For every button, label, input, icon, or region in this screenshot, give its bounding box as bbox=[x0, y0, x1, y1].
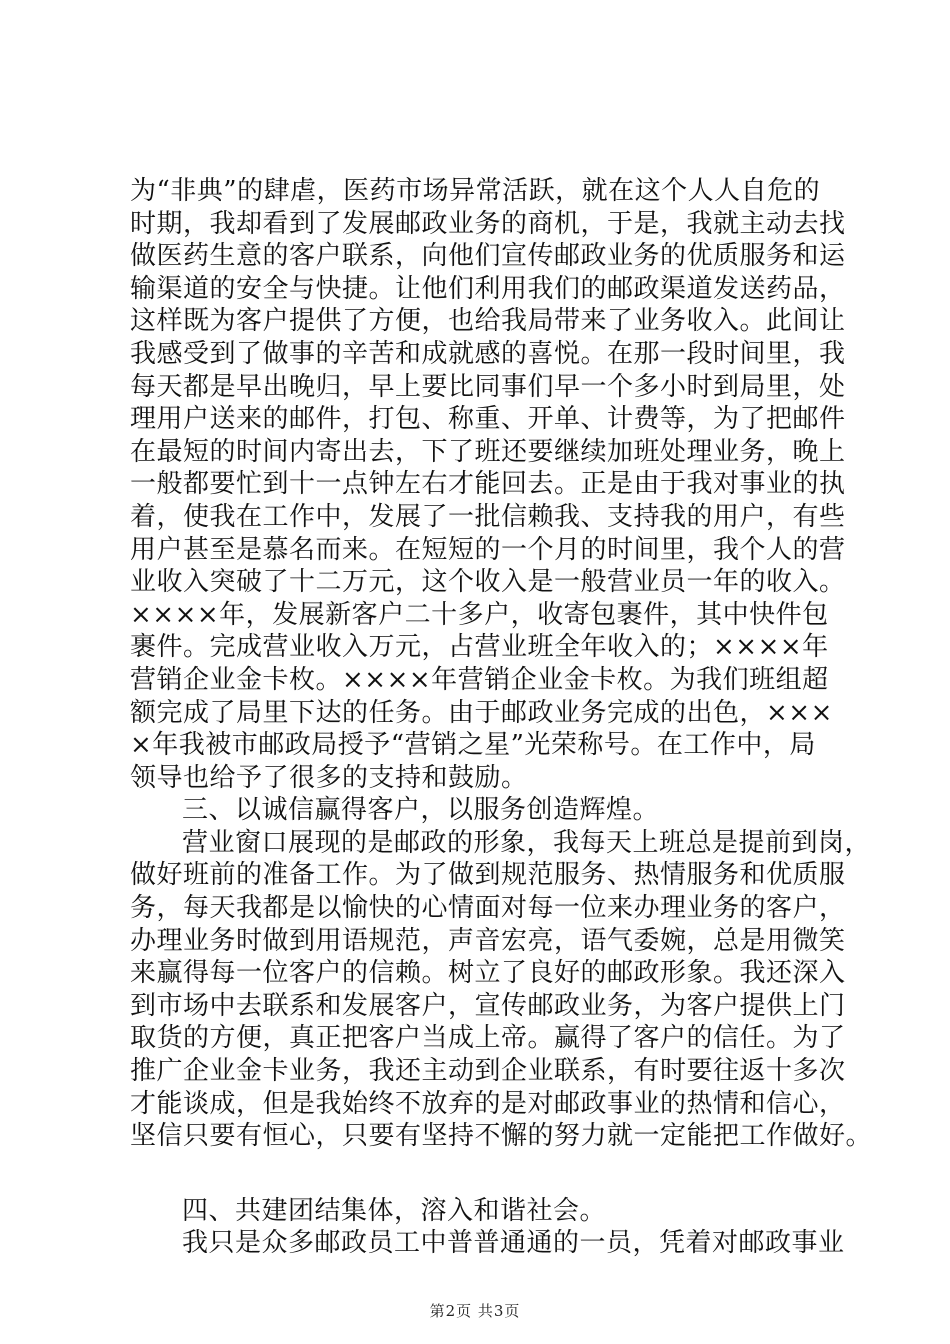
text-line: 输渠道的安全与快捷。让他们利用我们的邮政渠道发送药品， bbox=[130, 273, 846, 304]
text-line: 每天都是早出晚归，早上要比同事们早一个多小时到局里，处 bbox=[130, 371, 846, 402]
paragraph-1 bbox=[130, 175, 846, 794]
text-line: 业收入突破了十二万元，这个收入是一般营业员一年的收入。 bbox=[130, 567, 846, 598]
paragraph-2 bbox=[130, 827, 873, 1153]
text-line: 用户甚至是慕名而来。在短短的一个月的时间里，我个人的营 bbox=[130, 534, 846, 565]
text-line: 办理业务时做到用语规范，声音宏亮，语气委婉，总是用微笑 bbox=[130, 925, 846, 956]
text-line: 在最短的时间内寄出去，下了班还要继续加班处理业务，晚上 bbox=[130, 436, 846, 467]
text-line: 取货的方便，真正把客户当成上帝。赢得了客户的信任。为了 bbox=[130, 1023, 846, 1054]
text-line: ×年我被市邮政局授予“营销之星”光荣称号。在工作中，局 bbox=[130, 730, 816, 761]
text-line: 理用户送来的邮件，打包、称重、开单、计费等，为了把邮件 bbox=[130, 404, 846, 435]
text-line: 一般都要忙到十一点钟左右才能回去。正是由于我对事业的执 bbox=[130, 469, 846, 500]
text-line: ××××年，发展新客户二十多户，收寄包裹件，其中快件包 bbox=[130, 599, 829, 630]
text-line: 营销企业金卡枚。××××年营销企业金卡枚。为我们班组超 bbox=[130, 664, 829, 695]
text-line: 营业窗口展现的是邮政的形象，我每天上班总是提前到岗， bbox=[182, 827, 872, 858]
section-heading-4: 四、共建团结集体，溶入和谐社会。 bbox=[182, 1195, 607, 1226]
text-line: 我感受到了做事的辛苦和成就感的喜悦。在那一段时间里，我 bbox=[130, 338, 846, 369]
text-line: 额完成了局里下达的任务。由于邮政业务完成的出色，××× bbox=[130, 697, 833, 728]
text-line: 着，使我在工作中，发展了一批信赖我、支持我的用户，有些 bbox=[130, 501, 846, 532]
text-line: 才能谈成，但是我始终不放弃的是对邮政事业的热情和信心， bbox=[130, 1088, 846, 1119]
text-line: 做医药生意的客户联系，向他们宣传邮政业务的优质服务和运 bbox=[130, 241, 846, 272]
text-line: 推广企业金卡业务，我还主动到企业联系，有时要往返十多次 bbox=[130, 1056, 846, 1087]
paragraph-3 bbox=[130, 1227, 845, 1260]
text-line: 裹件。完成营业收入万元，占营业班全年收入的；××××年 bbox=[130, 632, 829, 663]
text-line: 领导也给予了很多的支持和鼓励。 bbox=[130, 762, 528, 793]
text-line: 我只是众多邮政员工中普普通通的一员，凭着对邮政事业 bbox=[182, 1228, 845, 1259]
section-heading-3: 三、以诚信赢得客户，以服务创造辉煌。 bbox=[182, 795, 660, 826]
text-line: 做好班前的准备工作。为了做到规范服务、热情服务和优质服 bbox=[130, 860, 846, 891]
text-line: 时期，我却看到了发展邮政业务的商机，于是，我就主动去找 bbox=[130, 208, 846, 239]
text-line: 这样既为客户提供了方便，也给我局带来了业务收入。此间让 bbox=[130, 306, 846, 337]
text-line: 务，每天我都是以愉快的心情面对每一位来办理业务的客户， bbox=[130, 893, 846, 924]
text-line: 为“非典”的肆虐，医药市场异常活跃，就在这个人人自危的 bbox=[130, 176, 821, 206]
text-line: 来赢得每一位客户的信赖。树立了良好的邮政形象。我还深入 bbox=[130, 958, 846, 989]
text-line: 坚信只要有恒心，只要有坚持不懈的努力就一定能把工作做好。 bbox=[130, 1121, 873, 1152]
page-number-footer: 第2页 共3页 bbox=[429, 1302, 521, 1320]
text-line: 到市场中去联系和发展客户，宣传邮政业务，为客户提供上门 bbox=[130, 990, 846, 1021]
document-body bbox=[130, 175, 873, 1260]
